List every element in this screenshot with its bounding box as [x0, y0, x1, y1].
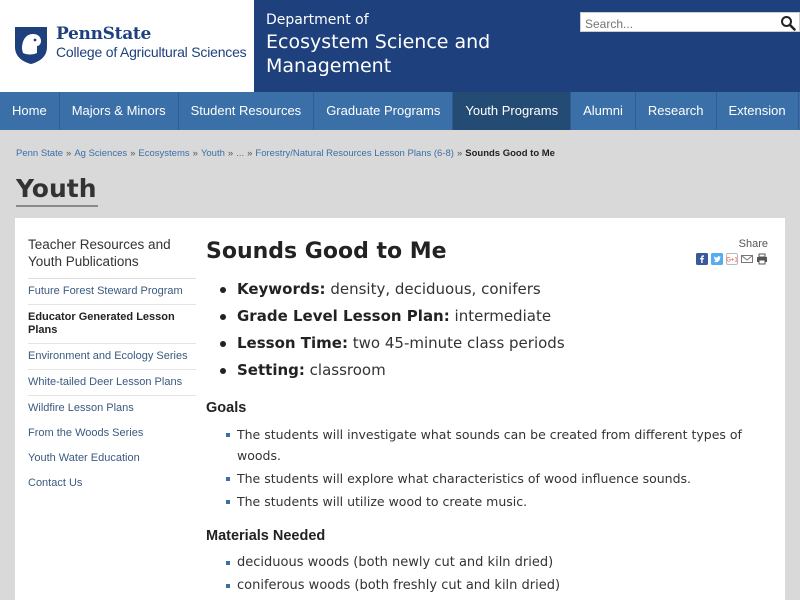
lesson-details-list [206, 276, 776, 384]
brand-college: College of Agricultural Sciences [56, 44, 247, 60]
breadcrumb [16, 148, 555, 159]
print-icon[interactable] [756, 253, 768, 265]
sidebar-item-youth-water[interactable]: Youth Water Education [28, 452, 140, 464]
sidebar-item-contact-us[interactable]: Contact Us [28, 477, 83, 489]
email-icon[interactable] [741, 253, 753, 265]
search-input[interactable] [581, 15, 771, 33]
detail-value: two 45-minute class periods [352, 334, 565, 352]
svg-text:G+1: G+1 [726, 257, 738, 264]
breadcrumb-separator: » [456, 148, 463, 159]
search-icon[interactable] [780, 15, 796, 31]
dept-line-1: Department of [266, 12, 369, 28]
share-icons [696, 253, 768, 265]
share-label: Share [738, 238, 768, 250]
google-plus-icon[interactable] [726, 253, 738, 265]
breadcrumb-link[interactable]: Ecosystems [138, 148, 190, 159]
facebook-icon[interactable] [696, 253, 708, 265]
detail-value: intermediate [454, 307, 552, 325]
dept-line-3: Management [266, 55, 392, 77]
breadcrumb-separator: » [227, 148, 234, 159]
share-widget [696, 238, 768, 265]
breadcrumb-separator: » [130, 148, 136, 159]
materials-list [206, 552, 776, 596]
list-item: The students will investigate what sounds can be created from different types of woods. [206, 424, 776, 466]
lesson-title: Sounds Good to Me [206, 239, 447, 264]
sidebar-item-future-forest-steward[interactable]: Future Forest Steward Program [28, 279, 196, 305]
nittany-lion-shield-icon [13, 25, 49, 65]
department-title[interactable] [266, 10, 490, 78]
brand-text [56, 24, 246, 61]
sidebar-item-white-tailed-deer[interactable]: White-tailed Deer Lesson Plans [28, 370, 196, 396]
nav-item-graduate-programs[interactable]: Graduate Programs [314, 92, 453, 130]
goals-heading: Goals [206, 400, 247, 416]
sidebar-heading[interactable]: Teacher Resources and Youth Publications [28, 236, 196, 279]
detail-label: Lesson Time: [237, 334, 348, 352]
breadcrumb-link[interactable]: Youth [200, 148, 225, 159]
list-item: deciduous woods (both newly cut and kiln dried) [206, 552, 776, 573]
breadcrumb-ellipsis[interactable]: ... [236, 148, 245, 159]
list-item: The students will explore what characteristics of wood influence sounds. [206, 468, 776, 489]
detail-label: Setting: [237, 361, 305, 379]
nav-item-student-resources[interactable]: Student Resources [179, 92, 315, 130]
sidebar-item-wildfire[interactable]: Wildfire Lesson Plans [28, 402, 134, 414]
list-item [206, 303, 776, 330]
sidebar-item-educator-lesson-plans[interactable]: Educator Generated Lesson Plans [28, 305, 196, 344]
breadcrumb-separator: » [192, 148, 198, 159]
breadcrumb-current: Sounds Good to Me [465, 148, 555, 159]
sidebar-item-environment-ecology[interactable]: Environment and Ecology Series [28, 344, 196, 370]
list-item [206, 357, 776, 384]
detail-value: density, deciduous, conifers [330, 280, 541, 298]
main-nav [0, 92, 800, 130]
twitter-icon[interactable] [711, 253, 723, 265]
nav-item-research[interactable]: Research [636, 92, 717, 130]
sidebar-item-from-the-woods[interactable]: From the Woods Series [28, 427, 144, 439]
breadcrumb-link[interactable]: Forestry/Natural Resources Lesson Plans (6-8) [255, 148, 454, 159]
nav-item-alumni[interactable]: Alumni [571, 92, 636, 130]
nav-item-youth-programs[interactable]: Youth Programs [453, 92, 571, 130]
brand-name: PennState [56, 24, 151, 44]
site-header [0, 0, 800, 92]
nav-item-extension[interactable]: Extension [717, 92, 799, 130]
detail-label: Grade Level Lesson Plan: [237, 307, 450, 325]
detail-value: classroom [309, 361, 386, 379]
content-panel [15, 218, 785, 600]
materials-heading: Materials Needed [206, 528, 326, 544]
university-logo[interactable] [0, 0, 254, 92]
list-item [206, 330, 776, 357]
nav-item-home[interactable]: Home [0, 92, 60, 130]
title-underline [16, 205, 98, 207]
list-item [206, 276, 776, 303]
detail-label: Keywords: [237, 280, 326, 298]
search-box [580, 12, 800, 32]
breadcrumb-separator: » [66, 148, 72, 159]
list-item: The students will utilize wood to create music. [206, 491, 776, 512]
list-item: coniferous woods (both freshly cut and kiln dried) [206, 575, 776, 596]
breadcrumb-link[interactable]: Penn State [16, 148, 64, 159]
dept-line-2: Ecosystem Science and [266, 31, 491, 53]
page-title: Youth [16, 174, 97, 203]
nav-item-majors-minors[interactable]: Majors & Minors [60, 92, 179, 130]
main-content [206, 236, 776, 598]
breadcrumb-link[interactable]: Ag Sciences [74, 148, 128, 159]
breadcrumb-separator: » [247, 148, 253, 159]
sidebar [28, 236, 196, 496]
goals-list [206, 424, 776, 512]
